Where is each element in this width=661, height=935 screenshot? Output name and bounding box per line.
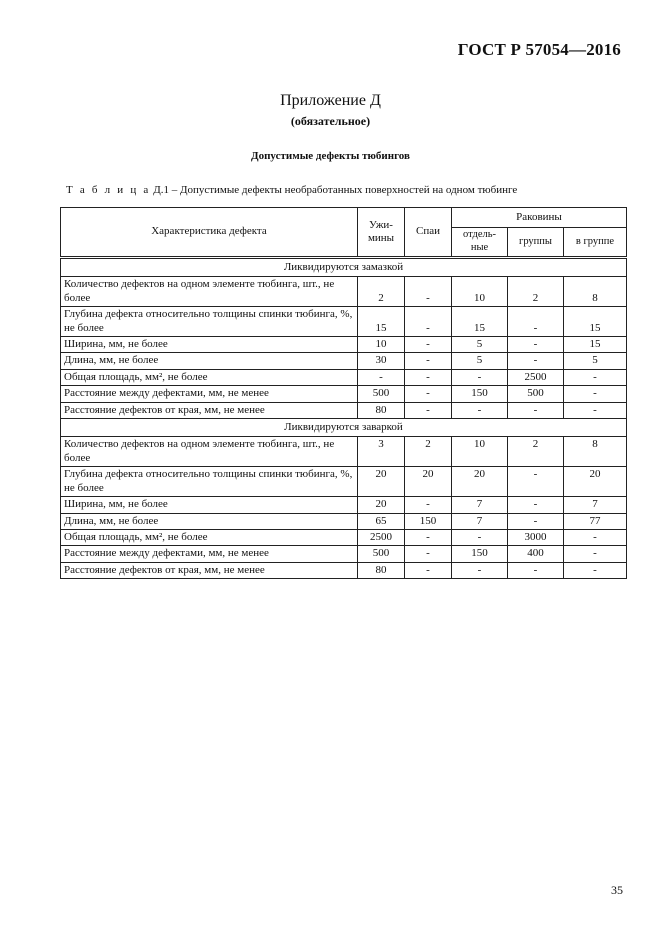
defect-value: 500	[358, 386, 405, 402]
defect-value: -	[508, 353, 564, 369]
defect-value: 15	[358, 307, 405, 337]
defect-characteristic: Длина, мм, не более	[61, 513, 358, 529]
defect-value: 5	[564, 353, 627, 369]
defect-value: -	[452, 402, 508, 418]
defect-characteristic: Расстояние дефектов от края, мм, не менее	[61, 562, 358, 578]
defect-value: -	[405, 529, 452, 545]
defect-value: 15	[452, 307, 508, 337]
defect-value: -	[452, 562, 508, 578]
header-otdelnye: отдель-ные	[452, 228, 508, 258]
table-row	[61, 529, 627, 545]
table-row	[61, 307, 627, 337]
defect-value: 7	[452, 497, 508, 513]
defects-table-body	[61, 258, 627, 579]
defect-value: -	[564, 369, 627, 385]
table-row	[61, 467, 627, 497]
defect-value: 10	[452, 277, 508, 307]
defect-value: 8	[564, 437, 627, 467]
table-row	[61, 369, 627, 385]
defect-value: -	[564, 402, 627, 418]
group-header-row	[61, 419, 627, 437]
table-row	[61, 337, 627, 353]
defect-characteristic: Количество дефектов на одном элементе тюбинга, шт., не более	[61, 437, 358, 467]
defect-value: 5	[452, 353, 508, 369]
defect-value: 2	[508, 437, 564, 467]
defect-value: 80	[358, 402, 405, 418]
page-number: 35	[611, 883, 623, 897]
defect-value: 500	[508, 386, 564, 402]
defect-value: 20	[564, 467, 627, 497]
defect-characteristic: Длина, мм, не более	[61, 353, 358, 369]
table-row	[61, 497, 627, 513]
section-title: Допустимые дефекты тюбингов	[251, 150, 410, 162]
table-row	[61, 353, 627, 369]
defect-value: 15	[564, 337, 627, 353]
defect-value: -	[405, 546, 452, 562]
defect-characteristic: Глубина дефекта относительно толщины спинки тюбинга, %, не более	[61, 467, 358, 497]
defect-value: 5	[452, 337, 508, 353]
defect-value: 150	[452, 546, 508, 562]
defect-value: 2	[508, 277, 564, 307]
defect-value: -	[508, 562, 564, 578]
defect-value: 7	[452, 513, 508, 529]
defect-value: 20	[452, 467, 508, 497]
defect-value: 2	[405, 437, 452, 467]
table-row	[61, 402, 627, 418]
defect-value: -	[405, 386, 452, 402]
defect-value: -	[405, 337, 452, 353]
defect-value: 80	[358, 562, 405, 578]
defect-value: -	[358, 369, 405, 385]
defect-value: -	[452, 529, 508, 545]
defect-characteristic: Расстояние дефектов от края, мм, не менее	[61, 402, 358, 418]
defect-value: -	[508, 497, 564, 513]
defect-characteristic: Общая площадь, мм², не более	[61, 529, 358, 545]
defect-value: -	[508, 307, 564, 337]
table-row	[61, 546, 627, 562]
table-row	[61, 386, 627, 402]
group-title: Ликвидируются замазкой	[61, 258, 627, 277]
defect-value: 20	[358, 467, 405, 497]
defect-value: -	[564, 546, 627, 562]
defect-value: -	[564, 529, 627, 545]
defect-value: 3	[358, 437, 405, 467]
defect-characteristic: Глубина дефекта относительно толщины спинки тюбинга, %, не более	[61, 307, 358, 337]
defect-value: 150	[452, 386, 508, 402]
defect-value: -	[405, 307, 452, 337]
header-characteristic: Характеристика дефекта	[61, 208, 358, 258]
header-spai: Спаи	[405, 208, 452, 258]
table-row	[61, 513, 627, 529]
appendix-title: Приложение Д	[280, 92, 381, 109]
defect-value: 150	[405, 513, 452, 529]
table-caption-text: Д.1 – Допустимые дефекты необработанных поверхностей на одном тюбинге	[150, 184, 518, 196]
defect-value: -	[405, 277, 452, 307]
defect-value: 15	[564, 307, 627, 337]
defect-value: 2500	[358, 529, 405, 545]
standard-number: ГОСТ Р 57054—2016	[457, 40, 621, 59]
header-v-gruppe: в группе	[564, 228, 627, 258]
table-caption	[66, 184, 517, 196]
defect-value: 3000	[508, 529, 564, 545]
defect-value: -	[564, 386, 627, 402]
defect-value: -	[405, 369, 452, 385]
defect-value: 500	[358, 546, 405, 562]
defect-value: 10	[358, 337, 405, 353]
defect-value: 10	[452, 437, 508, 467]
defect-value: -	[452, 369, 508, 385]
header-gruppy: группы	[508, 228, 564, 258]
header-rakoviny: Раковины	[452, 208, 627, 228]
defect-value: 8	[564, 277, 627, 307]
defect-value: 400	[508, 546, 564, 562]
defect-characteristic: Расстояние между дефектами, мм, не менее	[61, 546, 358, 562]
defect-value: 77	[564, 513, 627, 529]
defect-value: -	[508, 467, 564, 497]
defect-value: 2	[358, 277, 405, 307]
appendix-status: (обязательное)	[290, 114, 371, 128]
defect-value: -	[405, 497, 452, 513]
header-uzhimy: Ужи-мины	[358, 208, 405, 258]
defect-value: -	[405, 562, 452, 578]
defect-value: 20	[405, 467, 452, 497]
defect-value: -	[405, 402, 452, 418]
defect-characteristic: Общая площадь, мм², не более	[61, 369, 358, 385]
group-header-row	[61, 258, 627, 277]
defect-value: 65	[358, 513, 405, 529]
defect-characteristic: Ширина, мм, не более	[61, 497, 358, 513]
defect-characteristic: Ширина, мм, не более	[61, 337, 358, 353]
defect-value: -	[508, 513, 564, 529]
group-title: Ликвидируются заваркой	[61, 419, 627, 437]
defect-value: -	[508, 402, 564, 418]
table-caption-prefix: Т а б л и ц а	[66, 184, 151, 196]
defect-value: 2500	[508, 369, 564, 385]
table-row	[61, 562, 627, 578]
defect-value: 20	[358, 497, 405, 513]
defect-value: -	[405, 353, 452, 369]
table-row	[61, 277, 627, 307]
defects-table	[60, 207, 627, 579]
defect-value: 30	[358, 353, 405, 369]
defect-value: -	[508, 337, 564, 353]
defect-characteristic: Расстояние между дефектами, мм, не менее	[61, 386, 358, 402]
defect-value: 7	[564, 497, 627, 513]
defect-characteristic: Количество дефектов на одном элементе тюбинга, шт., не более	[61, 277, 358, 307]
defect-value: -	[564, 562, 627, 578]
table-row	[61, 437, 627, 467]
